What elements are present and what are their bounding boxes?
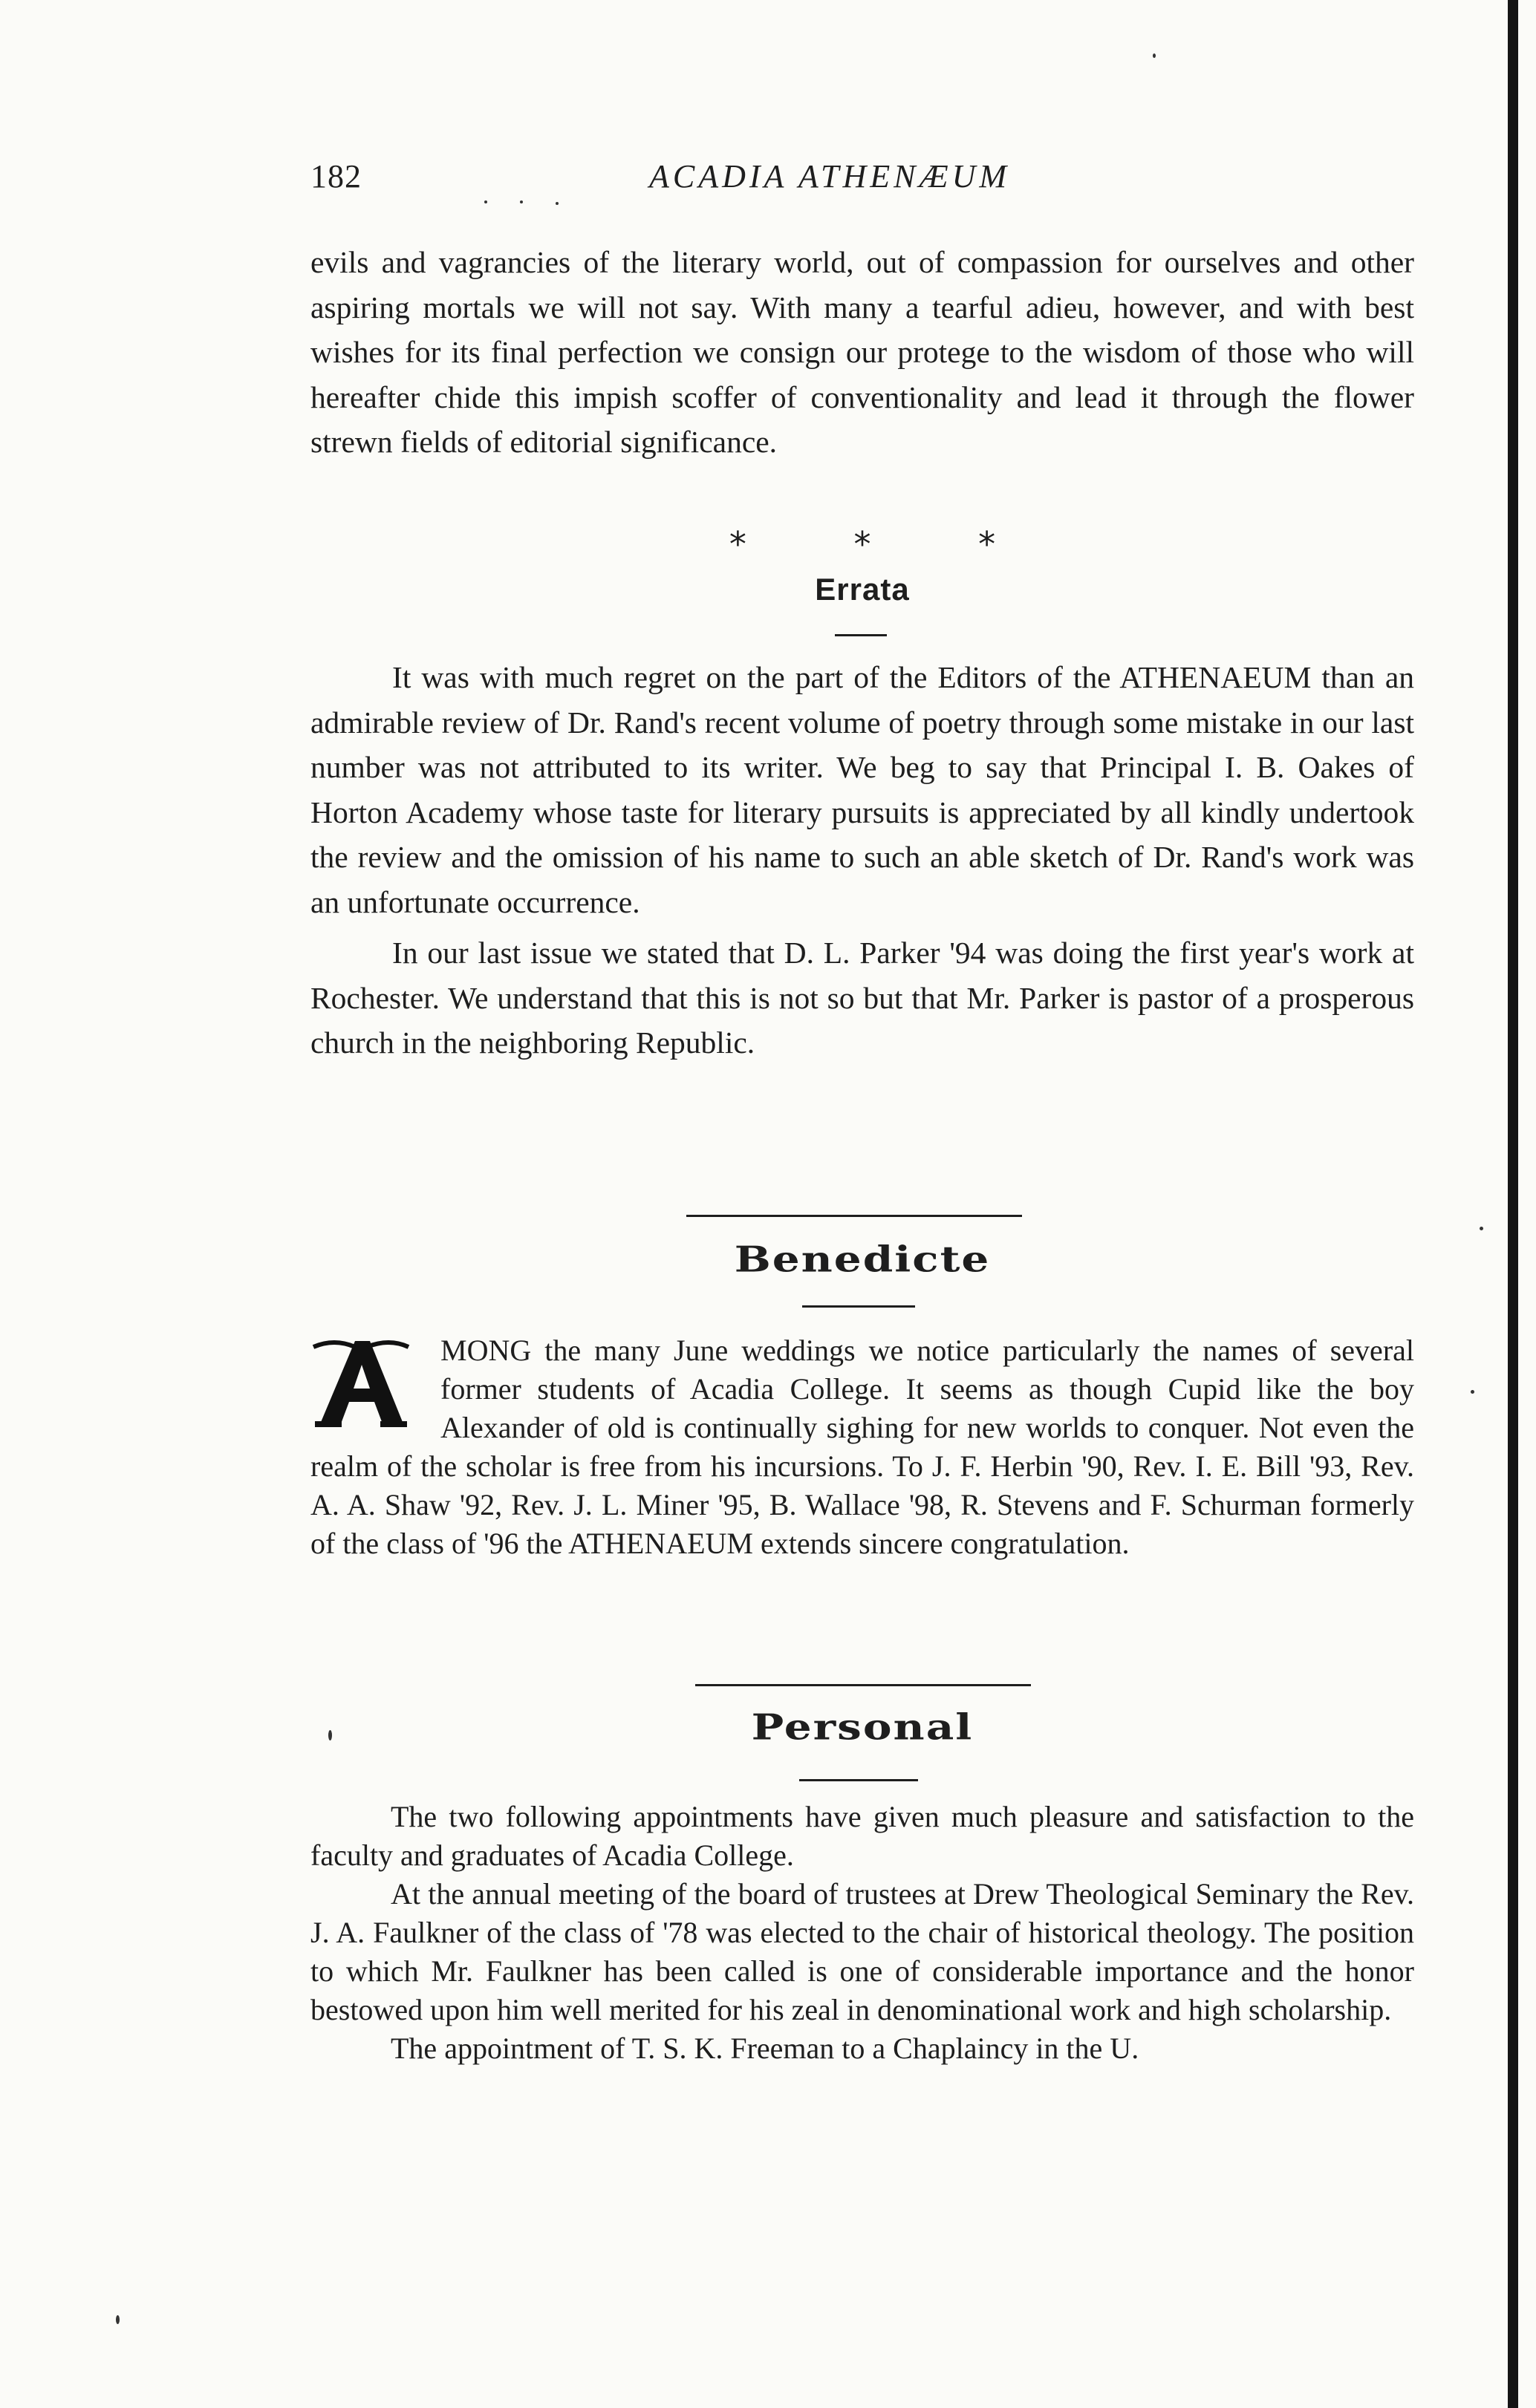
ink-speck [116, 2315, 120, 2324]
intro-paragraph [310, 240, 1414, 465]
benedicte-underline [802, 1305, 915, 1308]
errata-paragraph-2: In our last issue we stated that D. L. Parker '94 was doing the first year's work at Rochester. We understand that this is not so but that Mr. Parker is pastor of a prosperous church in the neighboring Republic. [310, 936, 1414, 1060]
ink-speck [1471, 1390, 1474, 1394]
ink-speck [556, 202, 559, 205]
errata-paragraph-1: It was with much regret on the part of the Editors of the ATHENAEUM than an admirable review of Dr. Rand's recent volume of poetry through some mistake in our last number was not attributed to its writer. We beg to say that Principal I. B. Oakes of Horton Academy whose taste for literary pursuits is appreciated by all kindly undertook the review and the omission of his name to such an able sketch of Dr. Rand's work was an unfortunate occurrence. [310, 660, 1414, 919]
errata-heading: Errata [815, 572, 910, 607]
personal-top-rule [695, 1684, 1031, 1686]
page-header [310, 157, 1425, 202]
intro-text: evils and vagrancies of the literary world, out of compassion for ourselves and other aspiring mortals we will not say. With many a tearful adieu, however, and with best wishes for its final perfection we consign our protege to the wisdom of those who will hereafter chide this impish scoffer of conventionality and lead it through the flower strewn fields of editorial significance. [310, 245, 1414, 459]
benedicte-paragraph: MONG the many June weddings we notice particularly the names of several former students of Acadia College. It seems as though Cupid like the boy Alexander of old is continually sighing for new worlds to conquer. Not even the realm of the scholar is free from his incursions. To J. F. Herbin '90, Rev. I. E. Bill '93, Rev. A. A. Shaw '92, Rev. J. L. Miner '95, B. Wallace '98, R. Stevens and F. Schurman formerly of the class of '96 the ATHENAEUM extends sincere congratulation. [310, 1334, 1414, 1560]
page-number: 182 [310, 158, 362, 195]
personal-heading: Personal [751, 1706, 974, 1748]
personal-paragraph-3: The appointment of T. S. K. Freeman to a Chaplaincy in the U. [391, 2032, 1139, 2065]
benedicte-section [310, 1331, 1414, 1563]
errata-rule [835, 634, 887, 636]
ink-speck [1153, 53, 1156, 58]
personal-section [310, 1798, 1414, 2068]
drop-cap-space [310, 1331, 440, 1443]
personal-paragraph-1: The two following appointments have given much pleasure and satisfaction to the faculty and graduates of Acadia College. [310, 1800, 1414, 1872]
benedicte-top-rule [686, 1215, 1022, 1217]
benedicte-heading: Benedicte [734, 1239, 991, 1280]
personal-underline [799, 1779, 918, 1781]
running-head: ACADIA ATHENÆUM [649, 158, 1011, 195]
page-edge-shadow [1508, 0, 1518, 2408]
errata-section [310, 655, 1414, 1066]
section-separator: * * * [729, 524, 996, 564]
ink-speck [1480, 1227, 1483, 1230]
personal-paragraph-2: At the annual meeting of the board of trustees at Drew Theological Seminary the Rev. J. A. Faulkner of the class of '78 was elected to the chair of historical theology. The position to which Mr. Faulkner has been called is one of considerable importance and the honor bestowed upon him well merited for his zeal in denominational work and high scholarship. [310, 1877, 1414, 2026]
